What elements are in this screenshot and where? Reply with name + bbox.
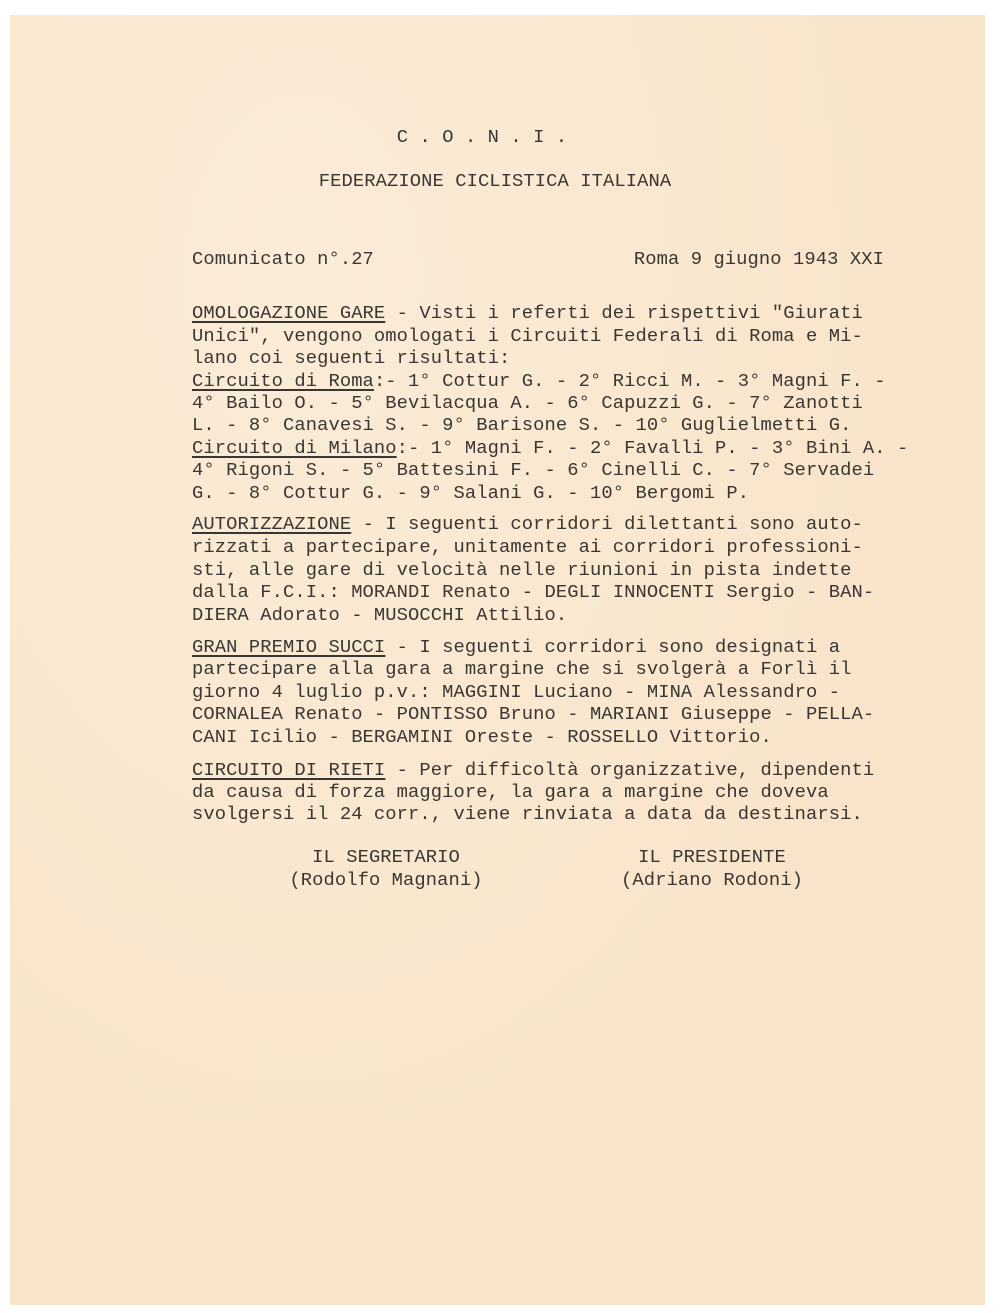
section-heading: OMOLOGAZIONE GARE — [192, 302, 386, 324]
secretary-name: (Rodolfo Magnani) — [289, 869, 483, 891]
text-line: sti, alle gare di velocità nelle riunioni in pista indette — [192, 559, 852, 581]
org-header: C . O . N . I . — [396, 126, 568, 148]
text-line: partecipare alla gara a margine che si svolgerà a Forlì il — [192, 658, 852, 680]
roma-results-line: Circuito di Roma:- 1° Cottur G. - 2° Ricci M. - 3° Magni F. - — [192, 370, 886, 392]
text-line: DIERA Adorato - MUSOCCHI Attilio. — [192, 604, 568, 626]
text-line: dalla F.C.I.: MORANDI Renato - DEGLI INNOCENTI Sergio - BAN- — [192, 581, 875, 603]
section-rieti-line: CIRCUITO DI RIETI - Per difficoltà organizzative, dipendenti — [192, 759, 875, 781]
subheading: Circuito di Roma — [192, 370, 374, 392]
section-gran-premio-line: GRAN PREMIO SUCCI - I seguenti corridori sono designati a — [192, 636, 841, 658]
text-line: 4° Bailo O. - 5° Bevilacqua A. - 6° Capuzzi G. - 7° Zanotti — [192, 392, 863, 414]
text-line: 4° Rigoni S. - 5° Battesini F. - 6° Cinelli C. - 7° Servadei — [192, 459, 875, 481]
text-line: CORNALEA Renato - PONTISSO Bruno - MARIANI Giuseppe - PELLA- — [192, 703, 875, 725]
text-line: da causa di forza maggiore, la gara a margine che doveva — [192, 781, 829, 803]
text-line: giorno 4 luglio p.v.: MAGGINI Luciano - MINA Alessandro - — [192, 681, 841, 703]
text-line: lano coi seguenti risultati: — [192, 347, 511, 369]
text-line: rizzati a partecipare, unitamente ai corridori professioni- — [192, 536, 863, 558]
section-heading: CIRCUITO DI RIETI — [192, 759, 386, 781]
section-heading: GRAN PREMIO SUCCI — [192, 636, 386, 658]
text-line: CANI Icilio - BERGAMINI Oreste - ROSSELLO Vittorio. — [192, 726, 772, 748]
president-title: IL PRESIDENTE — [638, 846, 786, 868]
section-omologazione-line: OMOLOGAZIONE GARE - Visti i referti dei rispettivi "Giurati — [192, 302, 863, 324]
section-heading: AUTORIZZAZIONE — [192, 513, 352, 535]
subheading: Circuito di Milano — [192, 437, 397, 459]
communique-date: Roma 9 giugno 1943 XXI — [633, 248, 884, 270]
president-name: (Adriano Rodoni) — [621, 869, 803, 891]
text-line: G. - 8° Cottur G. - 9° Salani G. - 10° Bergomi P. — [192, 482, 750, 504]
secretary-title: IL SEGRETARIO — [312, 846, 460, 868]
milano-results-line: Circuito di Milano:- 1° Magni F. - 2° Favalli P. - 3° Bini A. - — [192, 437, 909, 459]
text-line: Unici", vengono omologati i Circuiti Federali di Roma e Mi- — [192, 325, 863, 347]
section-autorizzazione-line: AUTORIZZAZIONE - I seguenti corridori dilettanti sono auto- — [192, 513, 863, 535]
communique-number: Comunicato n°.27 — [192, 248, 374, 270]
text-line: L. - 8° Canavesi S. - 9° Barisone S. - 10° Guglielmetti G. — [192, 414, 852, 436]
text-line: svolgersi il 24 corr., viene rinviata a data da destinarsi. — [192, 803, 863, 825]
federation-title: FEDERAZIONE CICLISTICA ITALIANA — [318, 170, 672, 192]
